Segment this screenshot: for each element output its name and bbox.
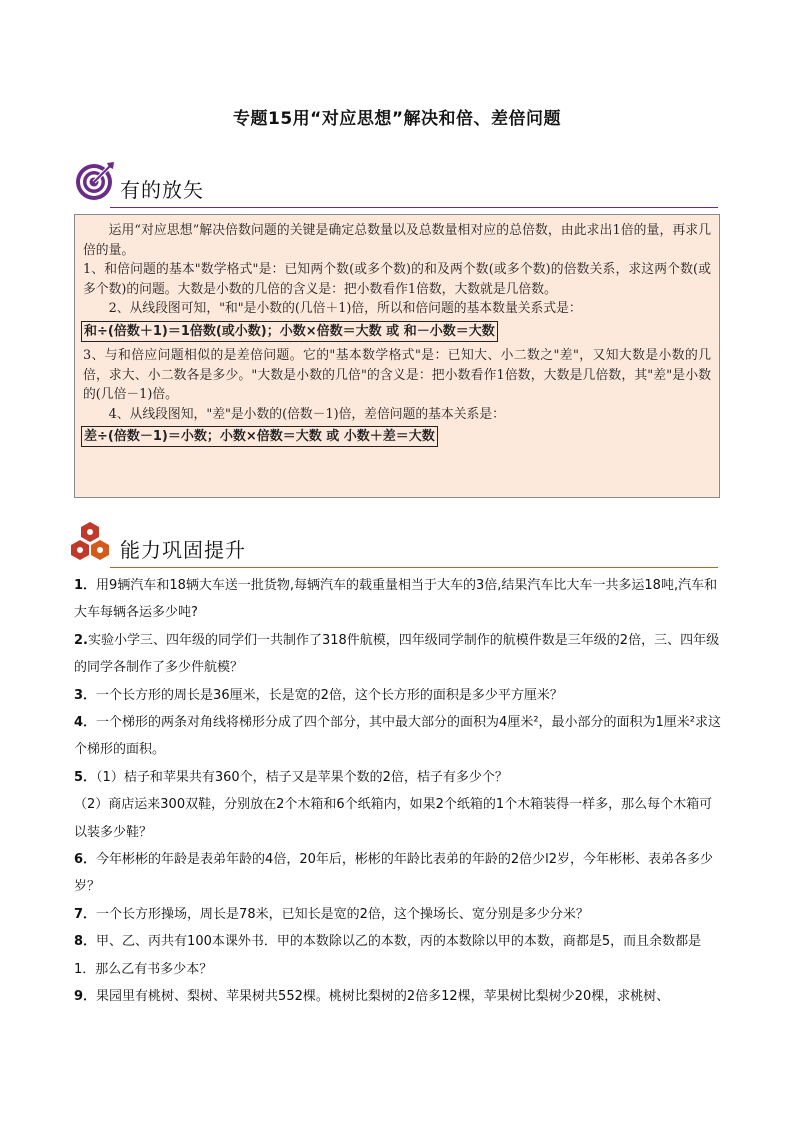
problem-text: 用9辆汽车和18辆大车送一批货物,每辆汽车的载重量相当于大车的3倍,结果汽车比大车一共多运18吨,汽车和大车每辆各运多少吨? (74, 578, 718, 621)
problem-number: 9． (74, 989, 97, 1005)
section-header-goals (74, 160, 718, 208)
problem-number: 3． (74, 687, 97, 703)
problem-number: 4． (74, 715, 97, 731)
intro-box (74, 214, 720, 498)
problem-item (74, 572, 722, 627)
intro-paragraph: 运用“对应思想”解决倍数问题的关键是确定总数量以及总数量相对应的总倍数，由此求出1倍的量，再求几倍的量。 (83, 223, 711, 258)
problem-item (74, 983, 722, 1010)
section-divider (110, 567, 718, 568)
problem-item (74, 928, 722, 983)
section-title-practice: 能力巩固提升 (120, 538, 246, 562)
problem-number: 7． (74, 906, 97, 922)
problem-number: 1． (74, 578, 97, 593)
document-title: 专题15用“对应思想”解决和倍、差倍问题 (232, 109, 561, 129)
section-divider (110, 207, 718, 208)
intro-paragraph: 4、从线段图知，"差"是小数的(倍数－1)倍，差倍问题的基本关系是： (108, 406, 505, 422)
formula-difference-multiple: 差÷(倍数－1)＝小数；小数×倍数＝大数 或 小数＋差＝大数 (81, 426, 438, 447)
problem-text: 果园里有桃树、梨树、苹果树共552棵。桃树比梨树的2倍多12棵，苹果树比梨树少20棵，求桃树、 (96, 989, 670, 1005)
problem-text: 甲、乙、丙共有100本课外书．甲的本数除以乙的本数，丙的本数除以甲的本数，商都是5，而且余数都是1．那么乙有书多少本？ (74, 934, 702, 977)
problem-text: 一个梯形的两条对角线将梯形分成了四个部分，其中最大部分的面积为4厘米²，最小部分的面积为1厘米²求这个梯形的面积。 (74, 715, 722, 758)
problem-number: 2. (74, 632, 88, 648)
hexagon-icon (68, 520, 112, 568)
problem-text: 今年彬彬的年龄是表弟年龄的4倍，20年后，彬彬的年龄比表弟的年龄的2倍少l2岁，今年彬彬、表弟各多少岁？ (74, 852, 714, 895)
problem-item (74, 764, 722, 791)
problem-text: （1）桔子和苹果共有360个，桔子又是苹果个数的2倍，桔子有多少个？ (96, 769, 508, 785)
problem-item (74, 901, 722, 928)
problem-item (74, 682, 722, 709)
section-header-practice (74, 520, 718, 568)
problem-number: 5． (74, 769, 97, 785)
formula-sum-multiple: 和÷(倍数＋1)＝1倍数(或小数)；小数×倍数＝大数 或 和－小数＝大数 (81, 321, 498, 342)
problem-number: 8． (74, 934, 97, 950)
problem-item (74, 791, 722, 846)
section-title-goals: 有的放矢 (120, 178, 204, 202)
problem-number: 6． (74, 852, 97, 868)
problem-item (74, 627, 722, 682)
problem-item (74, 709, 722, 764)
intro-paragraph: 1、和倍问题的基本"数学格式"是：已知两个数(或多个数)的和及两个数(或多个数)的倍数关系，求这两个数(或多个数)的问题。大数是小数的几倍的含义是：把小数看作1倍数，大数就是几倍数。 (83, 262, 711, 297)
problem-item (74, 846, 722, 901)
problem-text: 一个长方形操场，周长是78米，已知长是宽的2倍，这个操场长、宽分别是多少分米？ (96, 906, 589, 922)
target-icon (74, 160, 116, 202)
intro-paragraph: 2、从线段图可知，"和"是小数的(几倍＋1)倍，所以和倍问题的基本数量关系式是： (108, 301, 582, 317)
problem-list (74, 572, 722, 1011)
intro-paragraph: 3、与和倍应问题相似的是差倍问题。它的"基本数学格式"是：已知大、小二数之"差"，又知大数是小数的几倍，求大、小二数各是多少。"大数是小数的几倍"的含义是：把小数看作1倍数，大数是几倍数，其"差"是小数的(几倍－1)倍。 (83, 347, 711, 403)
problem-text: 一个长方形的周长是36厘米，长是宽的2倍，这个长方形的面积是多少平方厘米？ (96, 687, 563, 703)
problem-text: （2）商店运来300双鞋，分别放在2个木箱和6个纸箱内，如果2个纸箱的1个木箱装得一样多，那么每个木箱可以装多少鞋？ (74, 797, 713, 840)
problem-text: 实验小学三、四年级的同学们一共制作了318件航模，四年级同学制作的航模件数是三年级的2倍，三、四年级的同学各制作了多少件航模？ (74, 632, 720, 676)
